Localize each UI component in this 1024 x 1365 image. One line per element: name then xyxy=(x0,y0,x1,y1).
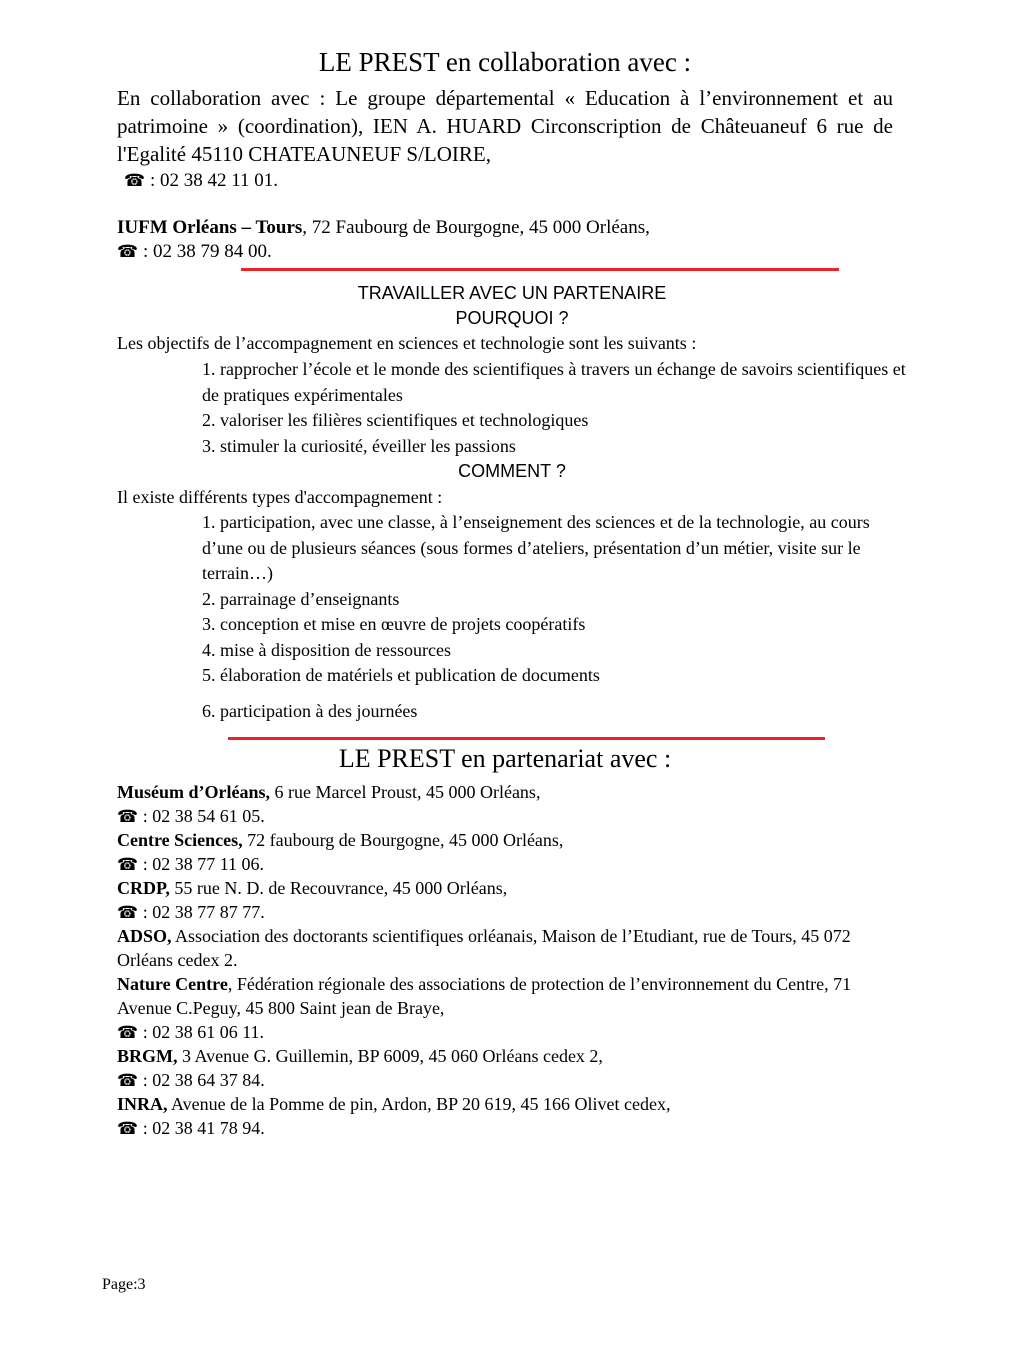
partner-name: CRDP, xyxy=(117,878,170,898)
partner-phone: : 02 38 77 87 77. xyxy=(142,902,265,922)
partner-name: Centre Sciences, xyxy=(117,830,243,850)
telephone-icon: ☎ xyxy=(117,1071,139,1091)
partner-name: BRGM, xyxy=(117,1046,178,1066)
objective-item: 2. valoriser les filières scientifiques et technologiques xyxy=(202,410,589,430)
partner-address: 55 rue N. D. de Recouvrance, 45 000 Orléans, xyxy=(169,878,508,898)
telephone-icon: ☎ xyxy=(117,807,139,827)
phone-line-1 xyxy=(124,169,278,193)
partner-entry xyxy=(117,876,907,925)
partner-phone: : 02 38 54 61 05. xyxy=(142,806,265,826)
partners-title: LE PREST en partenariat avec : xyxy=(338,744,672,773)
iufm-address: , 72 Faubourg de Bourgogne, 45 000 Orléans, xyxy=(302,217,650,238)
iufm-line xyxy=(117,216,650,240)
telephone-icon: ☎ xyxy=(117,855,139,875)
type-item: 3. conception et mise en œuvre de projets coopératifs xyxy=(202,614,586,634)
page-number: Page:3 xyxy=(102,1276,146,1293)
partner-entry xyxy=(117,1044,907,1093)
objectives-intro: Les objectifs de l’accompagnement en sciences et technologie sont les suivants : xyxy=(117,333,697,353)
phone-number: : 02 38 79 84 00. xyxy=(142,241,272,262)
partner-name: ADSO, xyxy=(117,926,172,946)
objective-item: 3. stimuler la curiosité, éveiller les passions xyxy=(202,436,516,456)
type-item: 5. élaboration de matériels et publication de documents xyxy=(202,665,600,685)
partner-entry xyxy=(117,972,907,1045)
partner-address: Avenue de la Pomme de pin, Ardon, BP 20 619, 45 166 Olivet cedex, xyxy=(167,1094,671,1114)
partner-name: Muséum d’Orléans, xyxy=(117,782,270,802)
partner-entry xyxy=(117,828,907,877)
partner-entry xyxy=(117,1092,907,1141)
partner-phone: : 02 38 77 11 06. xyxy=(142,854,265,874)
partner-phone: : 02 38 61 06 11. xyxy=(142,1022,265,1042)
how-heading: COMMENT ? xyxy=(458,461,566,481)
telephone-icon: ☎ xyxy=(117,242,139,262)
phone-number: : 02 38 42 11 01. xyxy=(149,170,279,191)
partner-name: INRA, xyxy=(117,1094,168,1114)
objective-item: 1. rapprocher l’école et le monde des scientifiques à travers un échange de savoirs scientifiques et de pratiques expérimentales xyxy=(202,359,906,405)
telephone-icon: ☎ xyxy=(117,1023,139,1043)
partner-address: 72 faubourg de Bourgogne, 45 000 Orléans, xyxy=(242,830,564,850)
partner-name: Nature Centre xyxy=(117,974,228,994)
partner-entry xyxy=(117,780,907,829)
telephone-icon: ☎ xyxy=(124,171,146,191)
iufm-name: IUFM Orléans – Tours xyxy=(117,217,303,238)
types-intro: Il existe différents types d'accompagnement : xyxy=(117,487,443,507)
type-item: 6. participation à des journées xyxy=(202,701,418,721)
type-item: 4. mise à disposition de ressources xyxy=(202,640,451,660)
phone-line-2 xyxy=(117,240,272,264)
section-heading: TRAVAILLER AVEC UN PARTENAIRE xyxy=(357,283,667,303)
why-heading: POURQUOI ? xyxy=(455,308,569,328)
partner-phone: : 02 38 64 37 84. xyxy=(142,1070,265,1090)
type-item: 1. participation, avec une classe, à l’enseignement des sciences et de la technologie, au cours d’une ou de plusieurs séances (sous formes d’ateliers, présentation d’un métier, visite sur le terrain…) xyxy=(202,512,870,583)
red-divider xyxy=(241,268,839,271)
partner-address: 6 rue Marcel Proust, 45 000 Orléans, xyxy=(270,782,541,802)
type-item: 2. parrainage d’enseignants xyxy=(202,589,400,609)
telephone-icon: ☎ xyxy=(117,903,139,923)
red-divider xyxy=(228,737,825,740)
partner-address: Association des doctorants scientifiques orléanais, Maison de l’Etudiant, rue de Tours, 45 072 Orléans cedex 2. xyxy=(117,926,851,970)
partner-entry xyxy=(117,924,907,972)
partner-address: 3 Avenue G. Guillemin, BP 6009, 45 060 Orléans cedex 2, xyxy=(177,1046,603,1066)
collaboration-intro: En collaboration avec : Le groupe départemental « Education à l’environnement et au patrimoine » (coordination), IEN A. HUARD Circonscription de Châteuaneuf 6 rue de l'Egalité 45110 CHATEAUNEUF S/LOIRE, xyxy=(117,86,893,166)
partner-phone: : 02 38 41 78 94. xyxy=(142,1118,265,1138)
telephone-icon: ☎ xyxy=(117,1119,139,1139)
partner-address: , Fédération régionale des associations de protection de l’environnement du Centre, 71 Avenue C.Peguy, 45 800 Saint jean de Braye, xyxy=(117,974,852,1018)
page-title: LE PREST en collaboration avec : xyxy=(318,47,692,77)
